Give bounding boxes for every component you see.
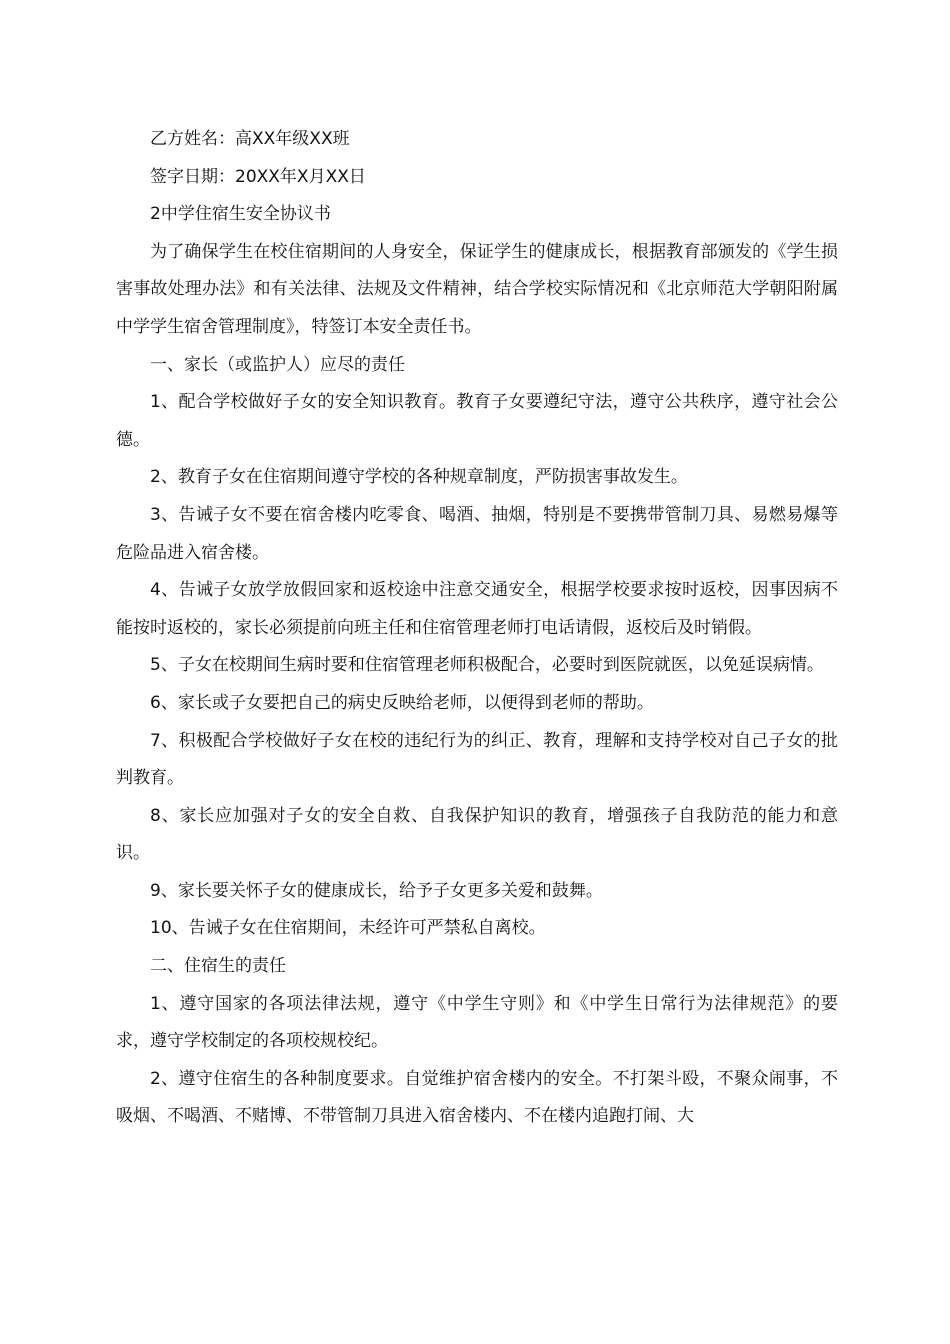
parent-duty-4: 4、告诫子女放学放假回家和返校途中注意交通安全，根据学校要求按时返校，因事因病不能按时返校的，家长必须提前向班主任和住宿管理老师打电话请假，返校后及时销假。 [116,580,838,638]
intro-paragraph: 为了确保学生在校住宿期间的人身安全，保证学生的健康成长，根据教育部颁发的《学生损害事故处理办法》和有关法律、法规及文件精神，结合学校实际情况和《北京师范大学朝阳附属中学学生宿舍管理制度》，特签订本安全责任书。 [116,241,838,337]
sign-date-line: 签字日期：20XX年X月XX日 [150,166,366,187]
party-b-name-line: 乙方姓名：高XX年级XX班 [150,129,350,149]
parent-duty-5: 5、子女在校期间生病时要和住宿管理老师积极配合，必要时到医院就医，以免延误病情。 [150,655,824,676]
student-duty-2: 2、遵守住宿生的各种制度要求。自觉维护宿舍楼内的安全。不打架斗殴，不聚众闹事，不吸烟、不喝酒、不赌博、不带管制刀具进入宿舍楼内、不在楼内追跑打闹、大 [116,1068,838,1127]
parent-duty-2: 2、教育子女在住宿期间遵守学校的各种规章制度，严防损害事故发生。 [150,467,688,488]
document-body [116,121,838,1136]
document-title: 2中学住宿生安全协议书 [150,204,331,225]
student-duty-1: 1、遵守国家的各项法律法规，遵守《中学生守则》和《中学生日常行为法律规范》的要求，遵守学校制定的各项校规校纪。 [116,993,838,1052]
parent-duty-1: 1、配合学校做好子女的安全知识教育。教育子女要遵纪守法，遵守公共秩序，遵守社会公德。 [116,392,838,450]
parent-duty-10: 10、告诫子女在住宿期间，未经许可严禁私自离校。 [150,918,546,939]
section-heading-parents: 一、家长（或监护人）应尽的责任 [150,354,405,375]
parent-duty-9: 9、家长要关怀子女的健康成长，给予子女更多关爱和鼓舞。 [150,880,603,901]
parent-duty-3: 3、告诫子女不要在宿舍楼内吃零食、喝酒、抽烟，特别是不要携带管制刀具、易燃易爆等危险品进入宿舍楼。 [116,504,838,563]
parent-duty-7: 7、积极配合学校做好子女在校的违纪行为的纠正、教育，理解和支持学校对自己子女的批判教育。 [116,730,838,789]
parent-duty-6: 6、家长或子女要把自己的病史反映给老师，以便得到老师的帮助。 [150,692,654,713]
section-heading-students: 二、住宿生的责任 [150,956,286,977]
parent-duty-8: 8、家长应加强对子女的安全自救、自我保护知识的教育，增强孩子自我防范的能力和意识。 [116,805,838,864]
